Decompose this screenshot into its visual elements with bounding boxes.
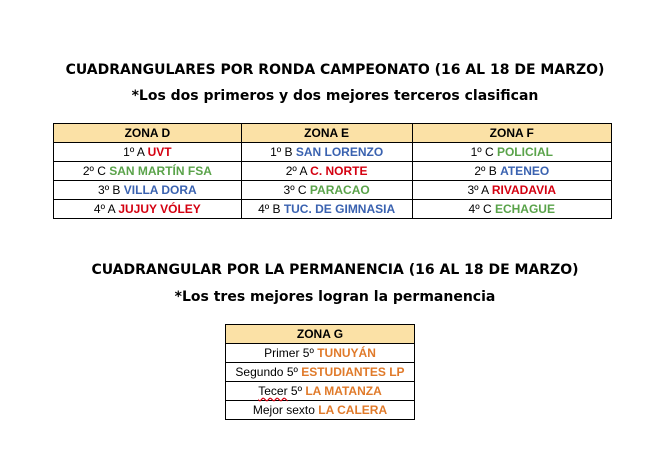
championship-table <box>53 123 612 219</box>
team-name: LA CALERA <box>318 403 388 417</box>
team-name: TUNUYÁN <box>317 346 376 360</box>
team-name: SAN LORENZO <box>295 145 384 159</box>
team-name: ESTUDIANTES LP <box>301 365 405 379</box>
table-cell <box>241 143 412 162</box>
team-name: TUC. DE GIMNASIA <box>283 202 396 216</box>
position-label: 2º C <box>82 164 106 178</box>
position-label: Mejor sexto <box>252 403 315 417</box>
table-header-row <box>54 124 612 143</box>
position-label: Segundo <box>235 365 284 379</box>
table-row <box>54 162 612 181</box>
team-name: UVT <box>147 145 172 159</box>
table-cell <box>226 344 415 363</box>
team-name: VILLA DORA <box>123 183 197 197</box>
position-suffix: 5º <box>286 365 298 379</box>
team-name: JUJUY VÓLEY <box>118 202 201 216</box>
table-cell <box>226 363 415 382</box>
table-row <box>226 401 415 420</box>
team-name: ATENEO <box>500 164 550 178</box>
team-name: SAN MARTÍN FSA <box>109 164 212 178</box>
team-name: PARACAO <box>309 183 370 197</box>
zona-e-header: ZONA E <box>241 124 412 143</box>
table-cell <box>54 181 242 200</box>
table-row <box>226 363 415 382</box>
position-label: 2º A <box>285 164 307 178</box>
position-label: 1º B <box>270 145 293 159</box>
table-row <box>54 181 612 200</box>
table-header-row <box>226 325 415 344</box>
championship-title: CUADRANGULARES POR RONDA CAMPEONATO (16 AL 18 DE MARZO) <box>65 62 605 78</box>
position-label: 3º A <box>467 183 489 197</box>
table-cell <box>412 143 611 162</box>
zona-d-header: ZONA D <box>54 124 242 143</box>
team-name: ECHAGUE <box>494 202 555 216</box>
table-cell <box>226 382 415 401</box>
permanence-subtitle: *Los tres mejores logran la permanencia <box>174 289 496 305</box>
position-label: 1º A <box>123 145 145 159</box>
position-label: 4º B <box>258 202 281 216</box>
table-cell <box>241 200 412 219</box>
zona-f-header: ZONA F <box>412 124 611 143</box>
position-label: Tecer <box>258 384 288 398</box>
table-cell <box>412 181 611 200</box>
position-label: 2º B <box>474 164 497 178</box>
position-suffix: 5º <box>290 384 302 398</box>
table-cell <box>54 162 242 181</box>
team-name: RIVADAVIA <box>491 183 557 197</box>
table-row <box>54 143 612 162</box>
table-cell <box>54 143 242 162</box>
table-row <box>226 344 415 363</box>
championship-subtitle: *Los dos primeros y dos mejores terceros clasifican <box>131 88 539 104</box>
position-label: 4º A <box>93 202 115 216</box>
permanence-title: CUADRANGULAR POR LA PERMANENCIA (16 AL 18 DE MARZO) <box>91 262 579 278</box>
position-label: Primer 5º <box>264 346 314 360</box>
table-cell <box>412 162 611 181</box>
table-row <box>54 200 612 219</box>
zona-g-header: ZONA G <box>226 325 415 344</box>
table-cell <box>241 162 412 181</box>
team-name: LA MATANZA <box>305 384 382 398</box>
table-cell <box>226 401 415 420</box>
position-label: 3º C <box>283 183 307 197</box>
table-row <box>226 382 415 401</box>
permanence-table <box>225 324 415 420</box>
position-label: 1º C <box>470 145 494 159</box>
team-name: POLICIAL <box>496 145 553 159</box>
team-name: C. NORTE <box>310 164 368 178</box>
table-cell <box>241 181 412 200</box>
table-cell <box>412 200 611 219</box>
table-cell <box>54 200 242 219</box>
position-label: 4º C <box>468 202 492 216</box>
position-label: 3º B <box>98 183 121 197</box>
